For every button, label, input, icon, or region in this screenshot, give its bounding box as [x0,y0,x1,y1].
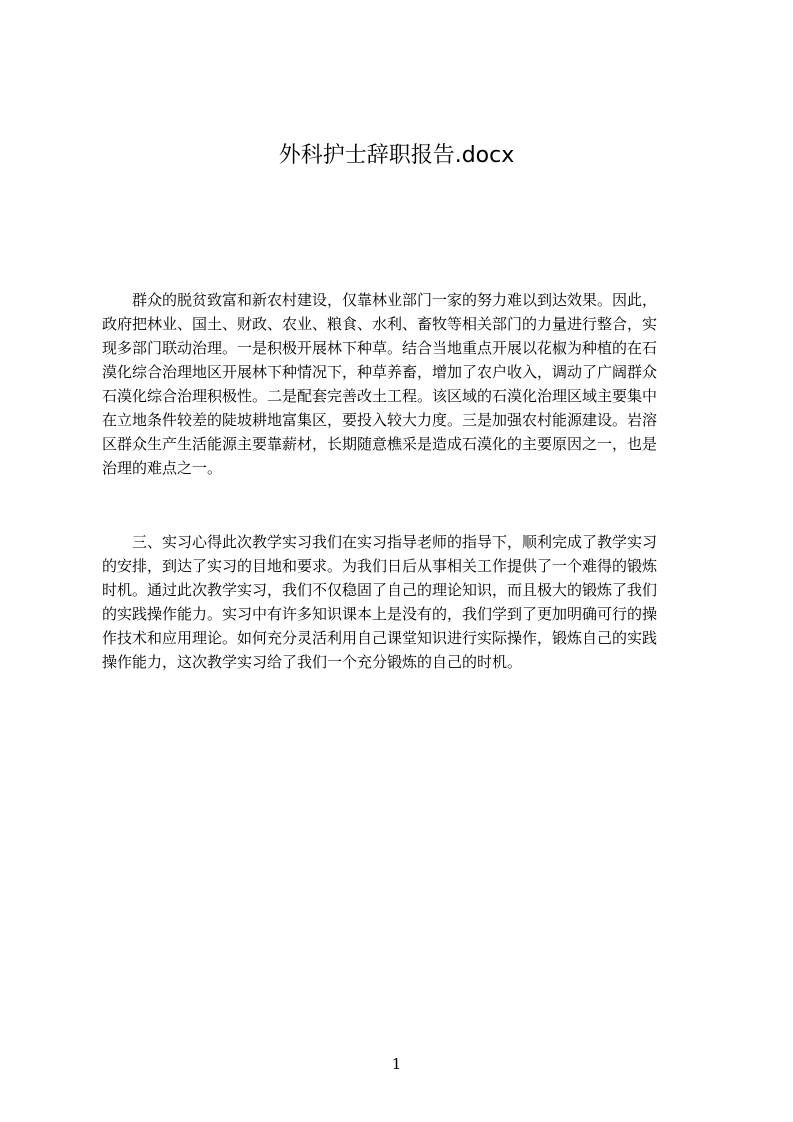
paragraph-line: 三、实习心得此次教学实习我们在实习指导老师的指导下，顺利完成了教学实习 [102,533,658,551]
paragraph-line: 石漠化综合治理积极性。二是配套完善改土工程。该区域的石漠化治理区域主要集中 [102,387,658,405]
paragraph-line: 在立地条件较差的陡坡耕地富集区，要投入较大力度。三是加强农村能源建设。岩溶 [102,411,658,429]
paragraph-2 [102,530,700,674]
paragraph-line: 群众的脱贫致富和新农村建设，仅靠林业部门一家的努力难以到达效果。因此， [102,291,658,309]
paragraph-line: 漠化综合治理地区开展林下种情况下，种草养畜，增加了农户收入，调动了广阔群众 [102,363,658,381]
document-title: 外科护士辞职报告.docx [278,143,515,168]
paragraph-line: 作技术和应用理论。如何充分灵活利用自己课堂知识进行实际操作，锻炼自己的实践 [102,629,658,647]
paragraph-line: 操作能力，这次教学实习给了我们一个充分锻炼的自己的时机。 [102,653,523,671]
paragraph-line: 的实践操作能力。实习中有许多知识课本上是没有的，我们学到了更加明确可行的操 [102,605,658,623]
paragraph-line: 区群众生产生活能源主要靠薪材，长期随意樵采是造成石漠化的主要原因之一，也是 [102,435,658,453]
page-number: 1 [391,1055,402,1073]
paragraph-1 [102,288,700,480]
paragraph-line: 的安排，到达了实习的目地和要求。为我们日后从事相关工作提供了一个难得的锻炼 [102,557,658,575]
paragraph-line: 治理的难点之一。 [102,459,223,477]
paragraph-line: 现多部门联动治理。一是积极开展林下种草。结合当地重点开展以花椒为种植的在石 [102,339,658,357]
paragraph-line: 政府把林业、国土、财政、农业、粮食、水利、畜牧等相关部门的力量进行整合，实 [102,315,658,333]
paragraph-line: 时机。通过此次教学实习，我们不仅稳固了自己的理论知识，而且极大的锻炼了我们 [102,581,658,599]
